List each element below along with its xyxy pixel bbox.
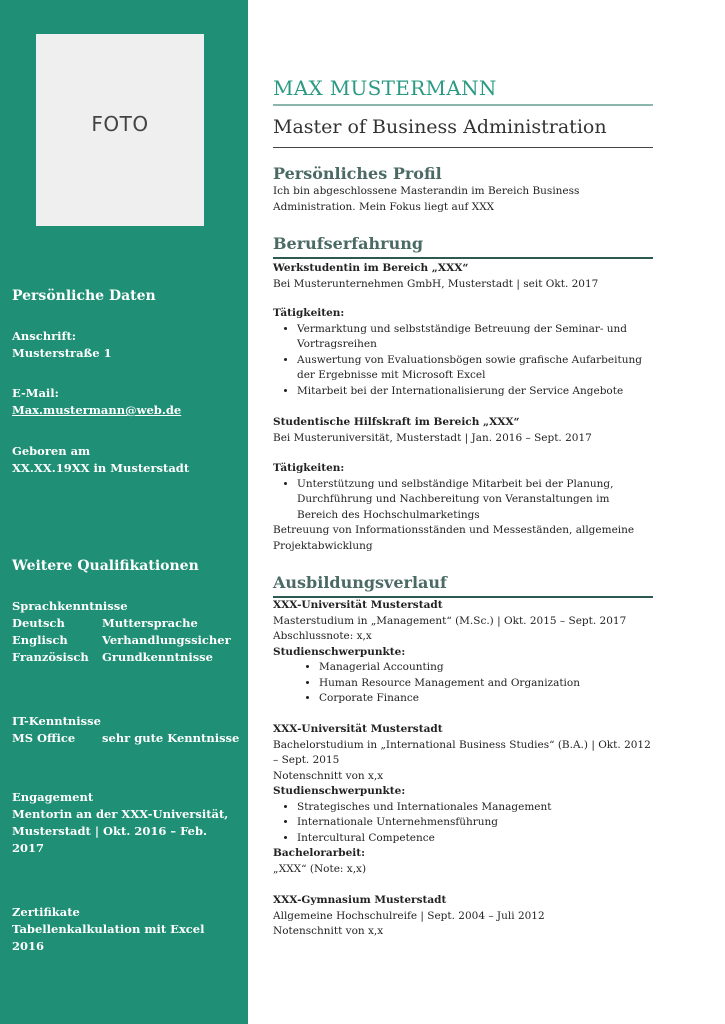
job-2-title: Studentische Hilfskraft im Bereich „XXX“ [273,416,520,428]
photo-placeholder [36,34,204,226]
name-divider [273,104,653,106]
edu-1-focus-label: Studienschwerpunkte: [273,645,406,658]
job-2-extra: Betreuung von Informationsständen und Messeständen, allgemeine Projektabwicklung [273,524,635,552]
job-2 [273,415,653,446]
certificates-block [12,904,212,955]
job-2-task-list [273,477,653,524]
engagement-block [12,789,234,857]
cv-subtitle: Master of Business Administration [273,116,607,138]
edu-1-school: XXX-Universität Musterstadt [273,599,443,611]
education-3 [273,893,653,940]
job-2-company: Bei Musteruniversität, Musterstadt | Jan. 2016 – Sept. 2017 [273,431,592,444]
job-1-company: Bei Musterunternehmen GmbH, Musterstadt | seit Okt. 2017 [273,277,599,290]
list-item: • Managerial Accounting [319,660,653,676]
birth-value: XX.XX.19XX in Musterstadt [12,461,190,475]
job-2-tasks-label: Tätigkeiten: [273,462,345,474]
job-1-task-list [273,322,653,400]
engagement-label: Engagement [12,790,94,804]
edu-1-focus-list [273,660,653,707]
certificates-value: Tabellenkalkulation mit Excel 2016 [12,922,205,953]
address-block [12,328,244,362]
email-label: E-Mail: [12,386,59,400]
languages-label: Sprachkenntnisse [12,599,128,613]
it-skills-label: IT-Kenntnisse [12,714,101,728]
job-1-title: Werkstudentin im Bereich „XXX“ [273,262,469,274]
list-item: • Mitarbeit bei der Internationalisierung der Service Angebote [297,384,653,400]
experience-divider [273,257,653,259]
it-skill-name: MS Office [12,731,76,745]
edu-3-school: XXX-Gymnasium Musterstadt [273,894,447,906]
language-level: Grundkenntnisse [102,650,213,664]
job-1 [273,261,653,292]
language-level: Muttersprache [102,616,198,630]
list-item: • Internationale Unternehmensführung [297,815,653,831]
list-item: • Intercultural Competence [297,831,653,847]
edu-3-grade: Notenschnitt von x,x [273,925,384,937]
qualifications-section [12,557,244,575]
profile-heading: Persönliches Profil [273,164,442,183]
language-name: Französisch [12,650,89,664]
languages-block [12,598,244,666]
subtitle-divider [273,147,653,148]
language-name: Englisch [12,633,68,647]
photo-label: FOTO [91,112,149,136]
list-item: • Unterstützung und selbständige Mitarbeit bei der Planung, Durchführung und Nachbereitung von Veranstaltungen im Bereich des Hochschulmarketings [297,477,653,524]
personal-data-heading: Persönliche Daten [12,288,156,304]
certificates-label: Zertifikate [12,905,80,919]
edu-1-grade: Abschlussnote: x,x [273,630,372,642]
it-skills-row [12,730,244,747]
email-link[interactable]: Max.mustermann@web.de [12,403,182,417]
edu-3-degree: Allgemeine Hochschulreife | Sept. 2004 – Juli 2012 [273,909,545,922]
edu-2-thesis: „XXX“ (Note: x,x) [273,862,367,875]
job-2-tasks [273,461,653,554]
experience-heading: Berufserfahrung [273,234,424,253]
language-row [12,632,244,649]
language-level: Verhandlungssicher [102,633,231,647]
birth-block [12,443,244,477]
qualifications-heading: Weitere Qualifikationen [12,558,199,574]
engagement-value: Mentorin an der XXX-Universität, Musterstadt | Okt. 2016 – Feb. 2017 [12,807,229,855]
email-block [12,385,244,419]
language-name: Deutsch [12,616,65,630]
sidebar [0,0,248,1024]
language-row [12,649,244,666]
list-item: • Human Resource Management and Organization [319,676,653,692]
address-value: Musterstraße 1 [12,346,112,360]
birth-label: Geboren am [12,444,91,458]
list-item: • Vermarktung und selbstständige Betreuung der Seminar- und Vortragsreihen [297,322,653,353]
personal-data-section [12,287,244,305]
edu-2-focus-label: Studienschwerpunkte: [273,785,406,797]
cv-name: MAX MUSTERMANN [273,76,497,100]
list-item: • Strategisches und Internationales Management [297,800,653,816]
list-item: • Corporate Finance [319,691,653,707]
education-2 [273,722,653,877]
it-skills-block [12,713,244,747]
education-1 [273,598,653,707]
education-heading: Ausbildungsverlauf [273,573,447,592]
edu-1-degree: Masterstudium in „Management“ (M.Sc.) | Okt. 2015 – Sept. 2017 [273,614,627,627]
edu-2-grade: Notenschnitt von x,x [273,769,384,782]
it-skill-level: sehr gute Kenntnisse [102,731,240,745]
job-1-tasks [273,306,653,399]
edu-2-degree: Bachelorstudium in „International Business Studies“ (B.A.) | Okt. 2012 – Sept. 2015 [273,738,651,766]
job-1-tasks-label: Tätigkeiten: [273,307,345,319]
language-row [12,615,244,632]
address-label: Anschrift: [12,329,77,343]
edu-2-focus-list [273,800,653,847]
edu-2-school: XXX-Universität Musterstadt [273,723,443,735]
edu-2-thesis-label: Bachelorarbeit: [273,847,365,859]
list-item: • Auswertung von Evaluationsbögen sowie grafische Aufarbeitung der Ergebnisse mit Microsoft Excel [297,353,653,384]
profile-text: Ich bin abgeschlossene Masterandin im Bereich Business Administration. Mein Fokus liegt auf XXX [273,185,580,213]
